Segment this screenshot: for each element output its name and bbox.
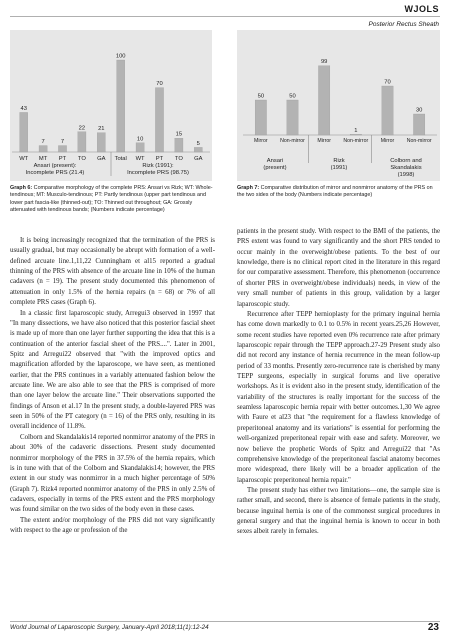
bar-value-label: 43 <box>20 105 27 112</box>
bar-value-label: 22 <box>78 125 86 132</box>
bar <box>287 100 298 135</box>
body-paragraph: Recurrence after TEPP hernioplasty for the primary inguinal hernia has come down markedly to 0.1 to 0.5% in recent years.25,26 However, some recent studies have reported even 0% recurrence rate after primary laparoscopic repair through the TEPP approach.27-29 Present study also did not record any instance of hernia recurrence in the mean follow-up period of 33 months. Presently zero-recurrence rate is cherished by many TEPP surgeons, especially in surgical forums and live operative workshops. As it is evident also in the present study, identification of the variability of the structures is really important for the success of the seamless laparoscopic hernia repair with better outcomes.1,30 We agree with Faure et al23 that "the requirement for a flawless knowledge of preperitoneal anatomy and its variations" is essential for performing the well-organized preperitoneal repair with ease and safety. Moreover, we now believe the prophetic Words of Spitz and Arregui22 that "As comprehensive knowledge of the preperitoneal fascial anatomy becomes more widespread, there likely will be a broader application of the laparoscopic preperitoneal hernia repair." <box>237 310 440 484</box>
bar-value-label: 99 <box>320 59 328 66</box>
x-tick-label: Total <box>114 156 127 162</box>
graph-6-group-label-rizk: Rizk (1991): Incomplete PRS (98.75) <box>127 163 189 177</box>
graph-6-caption-label: Graph 6: <box>10 185 33 191</box>
body-paragraph: It is being increasingly recognized that the termination of the PRS is usually gradual, but may occasionally be abrupt with formation of a well-defined arcuate line.1,11,22 Cunningham et al15 reported a gradual thinning of the PRS with absence of the arcuate line in 10% of the human cadavers (n = 19). The present study documented this phenomenon of attenuation in only 1.5% of the hernia repairs (n = 68) or 7% of all complete PRS cases (Graph 6). <box>10 237 215 307</box>
page-number: 23 <box>427 622 439 633</box>
right-text-column <box>237 227 440 538</box>
journal-name: WJOLS <box>404 4 439 14</box>
bar <box>155 88 163 152</box>
bar <box>117 60 125 152</box>
bar <box>136 143 144 152</box>
graph-6-chart <box>10 30 212 181</box>
bar <box>255 100 266 135</box>
left-text-column <box>10 236 215 536</box>
bar <box>318 66 329 135</box>
graph-7-chart <box>237 30 440 181</box>
bar-value-label: 15 <box>175 131 183 138</box>
bar-value-label: 50 <box>289 93 296 100</box>
bar <box>78 132 86 152</box>
bar <box>39 146 47 152</box>
x-tick-label: TO <box>77 156 86 162</box>
body-paragraph: The present study has either two limitations—one, the sample size is rather small, and second, there is absence of female patients in the study, because inguinal hernia is one of the commonest surgical procedures in general surgery and that the inguinal hernia is known to occur in both sexes albeit rarely in females. <box>237 486 440 536</box>
bar <box>194 147 202 152</box>
header-rule <box>10 16 440 17</box>
x-tick-label: Mirror <box>380 138 395 144</box>
bar-value-label: 10 <box>136 136 144 143</box>
graph-7-caption-label: Graph 7: <box>237 185 260 191</box>
graph-7-group-label-ansari: Ansari (present) <box>263 158 287 172</box>
bar <box>175 138 183 152</box>
bar-value-label: 7 <box>60 139 65 146</box>
bar-value-label: 100 <box>115 53 126 60</box>
x-tick-label: Non-mirror <box>406 138 432 144</box>
bar <box>382 86 393 135</box>
body-paragraph: In a classic first laparoscopic study, Arregui3 observed in 1997 that "In many dissections, we have also noticed that this posterior fascial sheet is made up of more than one layer further supporting the idea that this is a continuation of the anterior fascial sheet of the PRS....". Later in 2001, Spitz and Arregui22 observed that "with the improved optics and magnification afforded by the laparoscope, we have seen, as mentioned earlier, that the PRS continues in a variably attenuated fashion below the arcuate line. We are also able to see that the PRS is comprised of more than one layer below the arcuate line." Their observations supported the findings of Anson et al.17 In the present study, a double-layered PRS was seen in 50% of the PT category (n = 16) of the PRS only, resulting in its overall incidence of 11.8%. <box>10 309 215 431</box>
bar <box>97 133 105 152</box>
bar-value-label: 70 <box>384 79 391 86</box>
bar-value-label: 21 <box>98 126 105 133</box>
graph-7-caption <box>237 185 440 200</box>
x-tick-label: GA <box>97 156 106 162</box>
bar-value-label: 30 <box>415 107 423 114</box>
body-paragraph: The extent and/or morphology of the PRS did not vary significantly with respect to the age or profession of the <box>10 516 215 535</box>
body-paragraph: patients in the present study. With respect to the BMI of the patients, the PRS extent was found to vary significantly and the short PRS tended to occur mainly in the overweight/obese patients. To the best of our knowledge, there is no clinical report cited in the literature in this regard for our comparative assessment. Therefore, this phenomenon (occurrence of shorter PRS in overweight/obese individuals) needs, in view of the very small number of patients in this group, validation by a larger laparoscopic study. <box>237 228 440 308</box>
graph-6-group-label-ansari: Ansari (present): Incomplete PRS (21.4) <box>25 163 85 177</box>
bar-value-label: 50 <box>257 93 265 100</box>
footer-citation: World Journal of Laparoscopic Surgery, January-April 2018;11(1):12-24 <box>10 624 209 631</box>
x-tick-label: PT <box>155 156 164 162</box>
x-tick-label: GA <box>194 156 203 162</box>
bar <box>413 114 424 135</box>
graph-6-caption-text: Comparative morphology of the complete PRS: Ansari vs Rizk; WT: Whole-tendinous; MT: Musculo-tendinous; PT: Partly tendinous (upper part tendinous and lower part fascia-like (thinned-out); TO: Thinned out throughout; GA: Grossly attenuated with tendinous bands; (Numbers indicate percentage) <box>10 185 213 214</box>
body-paragraph: Colborn and Skandalakis14 reported nonmirror anatomy of the PRS in about 30% of the cadaveric dissections. Present study documented nonmirror morphology of the PRS in 37.5% of the hernia repairs, which is in tune with that of the Colborn and Skandalakis14; however, the PRS extent in our study was nonmirror in a much higher percentage of 50% (Graph 7). Rizk4 reported nonmirror anatomy of the PRS in only 2.5% of cadavers, especially in terms of the PRS extent and the PRS morphology was found similar on the two sides of the body even in these cases. <box>10 433 215 514</box>
x-tick-label: WT <box>19 156 29 162</box>
x-tick-label: Non-mirror <box>343 138 369 144</box>
graph-6-svg <box>10 30 212 181</box>
bar-value-label: 7 <box>41 139 45 146</box>
x-tick-label: WT <box>135 156 145 162</box>
x-tick-label: MT <box>38 156 48 162</box>
footer-rule <box>10 621 440 622</box>
graph-7-caption-text: Comparative distribution of mirror and nonmirror anatomy of the PRS on the two sides of the body (Numbers indicate percentage) <box>237 185 433 199</box>
graph-6-caption <box>10 185 215 214</box>
x-tick-label: Mirror <box>317 138 331 144</box>
graph-7-group-label-colborn: Colborn and Skandalakis (1998) <box>390 158 422 179</box>
x-tick-label: PT <box>58 156 67 162</box>
graph-7-group-label-rizk: Rizk (1991) <box>330 158 348 172</box>
bar-value-label: 70 <box>156 81 163 88</box>
bar-value-label: 5 <box>196 140 200 147</box>
bar <box>20 112 28 152</box>
running-title: Posterior Rectus Sheath <box>368 21 439 28</box>
bar <box>58 146 66 152</box>
x-tick-label: Mirror <box>254 138 268 144</box>
bar-value-label: 1 <box>354 127 358 134</box>
bar <box>350 134 361 135</box>
x-tick-label: Non-mirror <box>280 138 305 144</box>
x-tick-label: TO <box>174 156 183 162</box>
